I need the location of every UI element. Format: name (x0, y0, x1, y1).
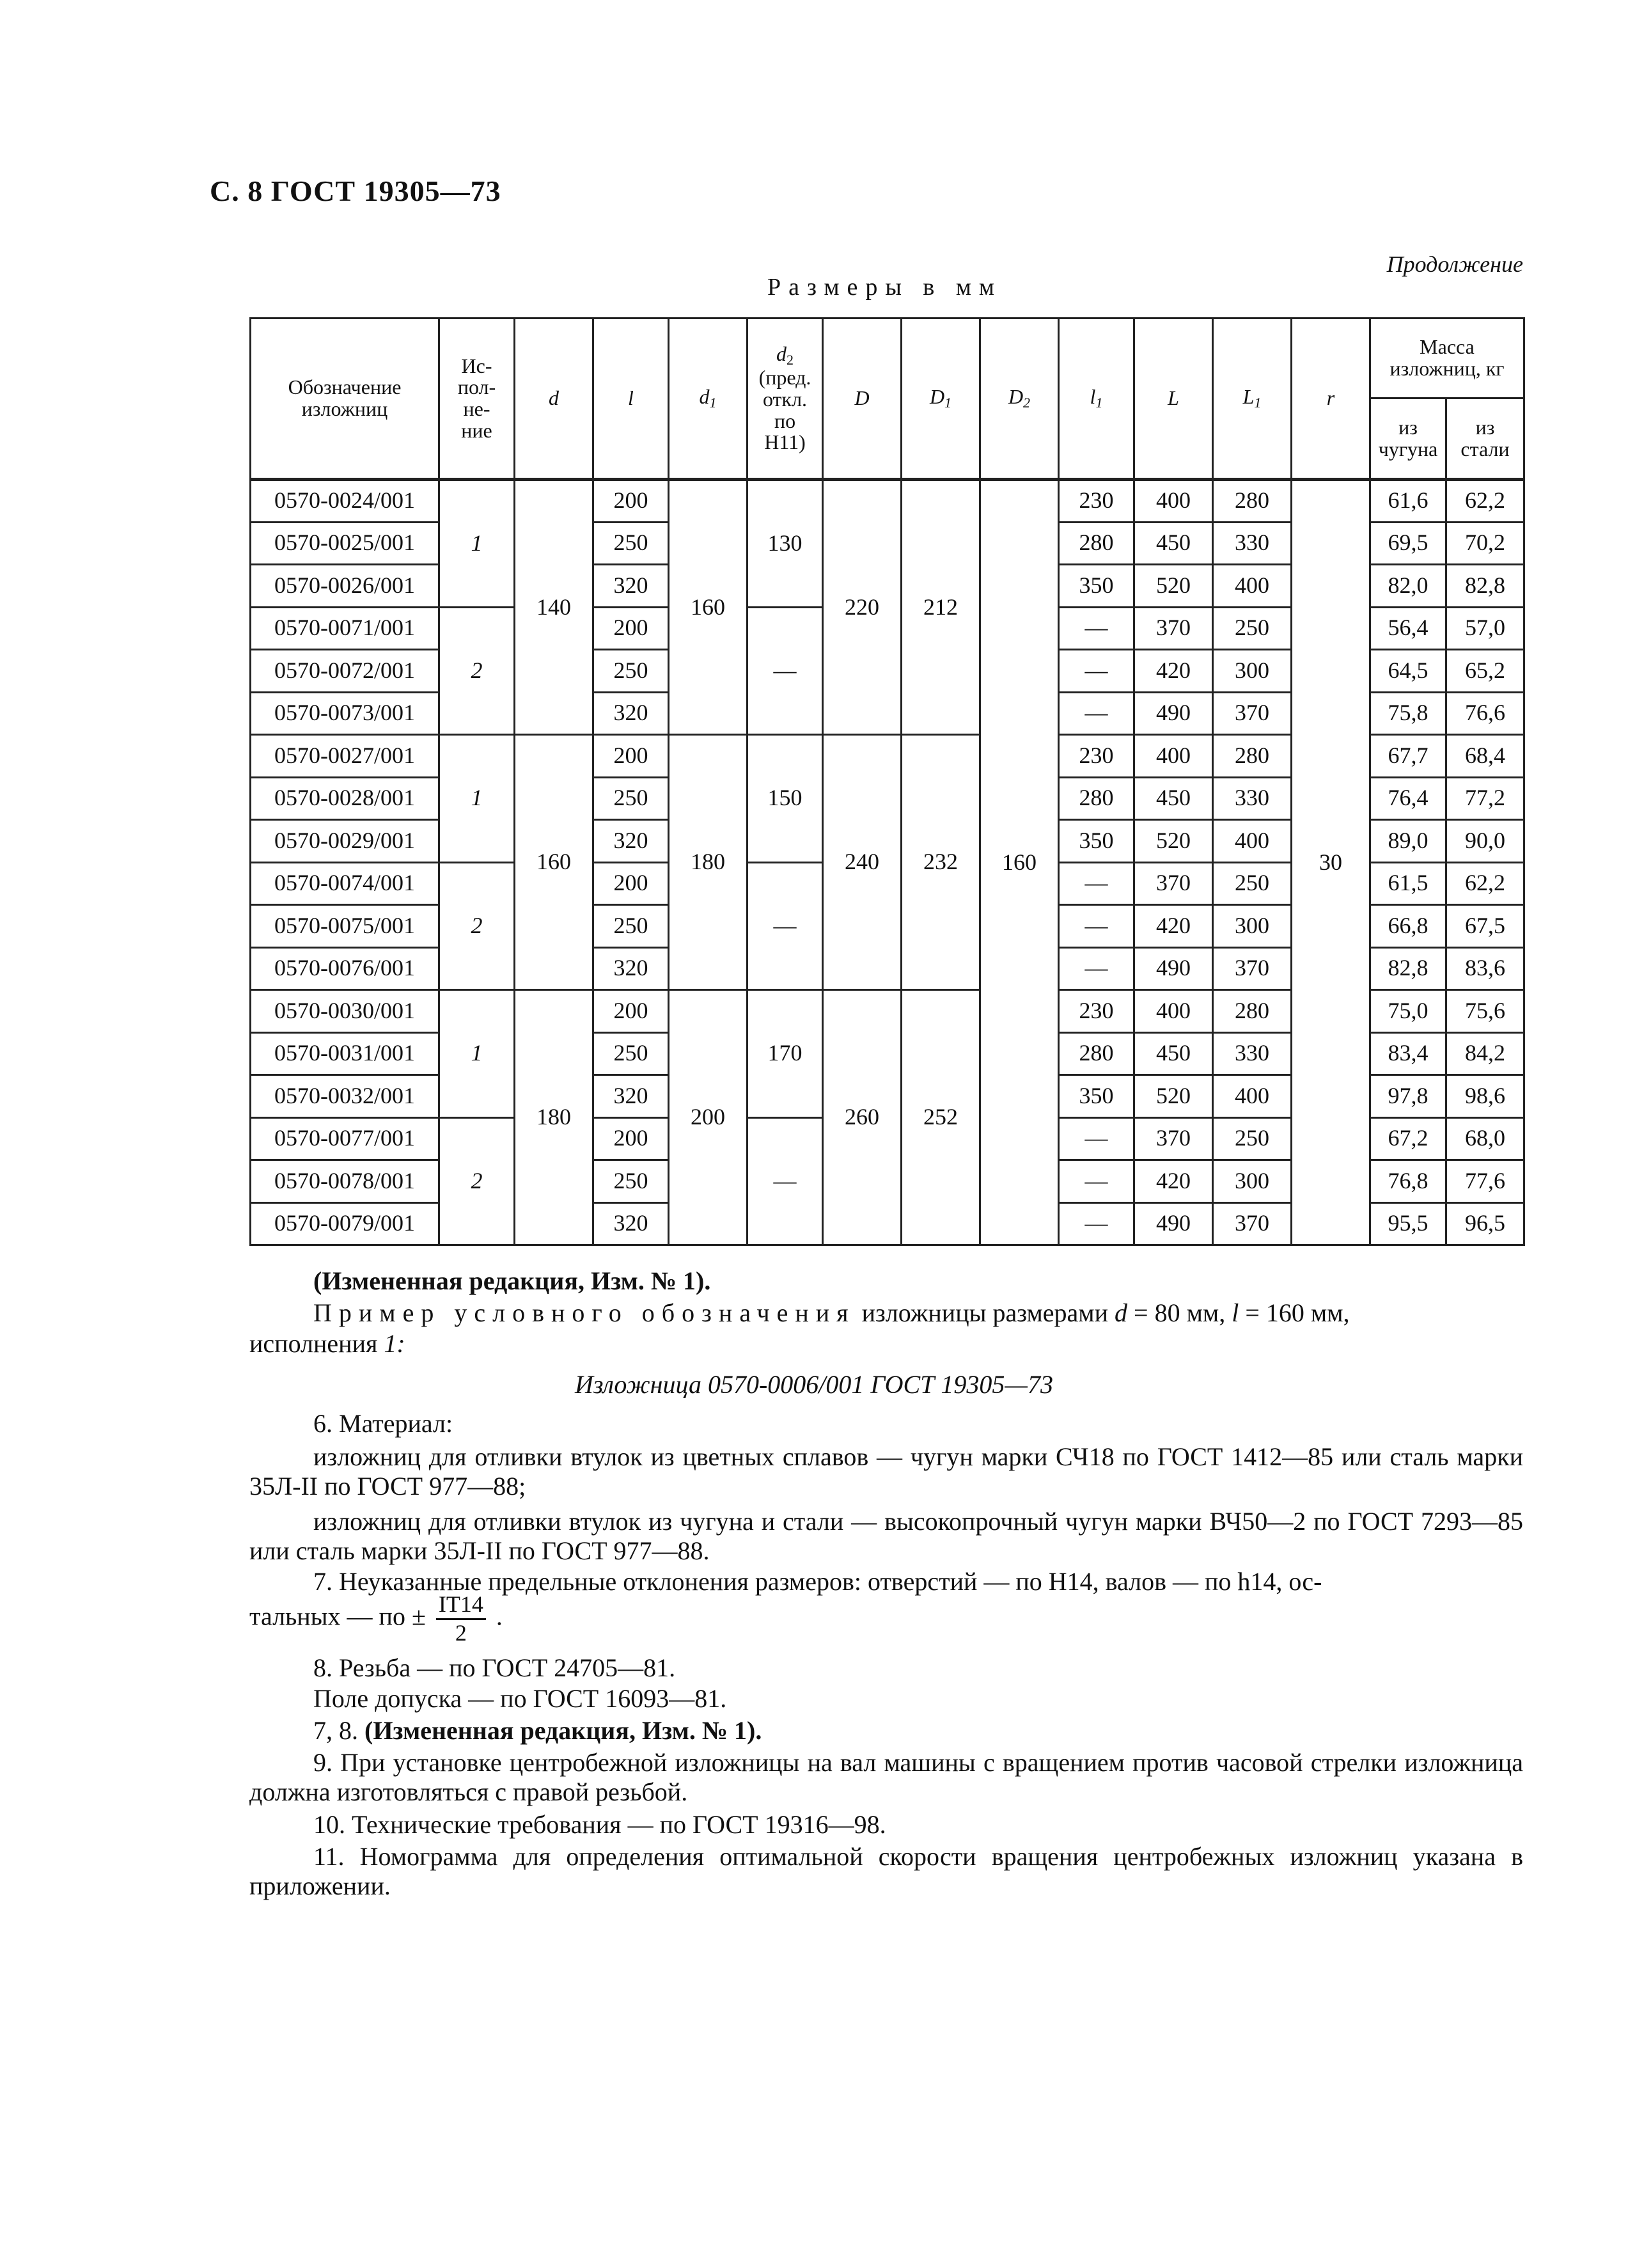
cell-mass-steel: 83,6 (1446, 947, 1524, 990)
cell-d2: 170 (747, 990, 823, 1118)
cell-l1: — (1059, 905, 1134, 948)
fraction-numerator: IT14 (436, 1591, 486, 1620)
cell-designation: 0570-0079/001 (251, 1202, 439, 1245)
example-text-c: = 160 мм, (1245, 1298, 1350, 1327)
section-6-item-b: изложниц для отливки втулок из чугуна и стали — высокопрочный чугун марки ВЧ50—2 по ГОСТ 7293—85 или сталь марки 35Л-II по ГОСТ 977—88. (249, 1507, 1523, 1566)
cell-L: 520 (1134, 565, 1213, 608)
cell-mass-steel: 76,6 (1446, 692, 1524, 735)
section-10: 10. Технические требования — по ГОСТ 19316—98. (313, 1810, 886, 1839)
cell-mass-iron: 66,8 (1370, 905, 1446, 948)
header-mass-steel: из стали (1446, 398, 1524, 480)
cell-mass-iron: 95,5 (1370, 1202, 1446, 1245)
section-7-line1: 7. Неуказанные предельные отклонения размеров: отверстий — по Н14, валов — по h14, ос- (313, 1567, 1322, 1596)
cell-d1: 200 (669, 990, 747, 1245)
cell-L1: 300 (1213, 1160, 1292, 1203)
cell-L1: 300 (1213, 905, 1292, 948)
cell-L1: 300 (1213, 650, 1292, 693)
cell-l: 320 (593, 820, 669, 863)
cell-l: 200 (593, 862, 669, 905)
cell-l1: — (1059, 1160, 1134, 1203)
section-8-tolerance: Поле допуска — по ГОСТ 16093—81. (313, 1684, 727, 1713)
cell-l1: 280 (1059, 1032, 1134, 1075)
cell-D: 220 (823, 480, 902, 735)
cell-l: 320 (593, 1075, 669, 1118)
cell-l: 200 (593, 735, 669, 778)
cell-l: 250 (593, 1160, 669, 1203)
cell-d: 180 (515, 990, 593, 1245)
example-spaced-label: Пример условного обозначения (313, 1298, 856, 1327)
cell-l1: — (1059, 650, 1134, 693)
cell-D1: 232 (902, 735, 980, 990)
cell-designation: 0570-0075/001 (251, 905, 439, 948)
cell-mass-iron: 67,2 (1370, 1117, 1446, 1160)
header-l1: $l_1$ (1059, 319, 1134, 480)
cell-D2: 160 (980, 480, 1059, 1245)
cell-l1: — (1059, 607, 1134, 650)
cell-d2: — (747, 607, 823, 735)
cell-mass-steel: 77,2 (1446, 777, 1524, 820)
cell-designation: 0570-0030/001 (251, 990, 439, 1033)
cell-mass-iron: 82,8 (1370, 947, 1446, 990)
cell-L: 370 (1134, 862, 1213, 905)
cell-L1: 280 (1213, 990, 1292, 1033)
cell-mass-steel: 82,8 (1446, 565, 1524, 608)
cell-mass-steel: 68,4 (1446, 735, 1524, 778)
cell-L: 450 (1134, 777, 1213, 820)
section-7-line2 (249, 1591, 503, 1647)
header-designation: Обозначение изложниц (251, 319, 439, 480)
cell-L1: 250 (1213, 862, 1292, 905)
section-7-end: . (496, 1602, 503, 1631)
cell-l: 250 (593, 522, 669, 565)
cell-designation: 0570-0024/001 (251, 480, 439, 523)
cell-mass-steel: 70,2 (1446, 522, 1524, 565)
cell-L: 400 (1134, 735, 1213, 778)
cell-L1: 330 (1213, 1032, 1292, 1075)
header-L1: $L_1$ (1213, 319, 1292, 480)
cell-designation: 0570-0076/001 (251, 947, 439, 990)
cell-D1: 252 (902, 990, 980, 1245)
cell-mass-iron: 76,8 (1370, 1160, 1446, 1203)
cell-l: 250 (593, 650, 669, 693)
cell-L1: 330 (1213, 522, 1292, 565)
cell-designation: 0570-0031/001 (251, 1032, 439, 1075)
fraction-denominator: 2 (455, 1619, 467, 1646)
cell-l: 200 (593, 990, 669, 1033)
cell-d1: 160 (669, 480, 747, 735)
section-6-item-a: изложниц для отливки втулок из цветных сплавов — чугун марки СЧ18 по ГОСТ 1412—85 или сталь марки 35Л-II по ГОСТ 977—88; (249, 1442, 1523, 1501)
cell-L: 420 (1134, 905, 1213, 948)
header-d1: $d_1$ (669, 319, 747, 480)
cell-mass-steel: 62,2 (1446, 480, 1524, 523)
section-9: 9. При установке центробежной изложницы на вал машины с вращением против часовой стрелки изложница должна изготовляться с правой резьбой. (249, 1748, 1523, 1807)
header-D1: $D_1$ (902, 319, 980, 480)
cell-mass-iron: 83,4 (1370, 1032, 1446, 1075)
cell-mass-steel: 67,5 (1446, 905, 1524, 948)
continuation-label: Продолжение (1386, 251, 1523, 277)
cell-r: 30 (1292, 480, 1370, 1245)
cell-designation: 0570-0078/001 (251, 1160, 439, 1203)
cell-mass-steel: 98,6 (1446, 1075, 1524, 1118)
cell-mass-iron: 67,7 (1370, 735, 1446, 778)
cell-mass-iron: 75,0 (1370, 990, 1446, 1033)
header-d: d (515, 319, 593, 480)
header-r: r (1292, 319, 1370, 480)
example-d-symbol: d (1115, 1298, 1128, 1327)
cell-L1: 280 (1213, 735, 1292, 778)
example-l-symbol: l (1232, 1298, 1239, 1327)
cell-L1: 330 (1213, 777, 1292, 820)
cell-l: 250 (593, 777, 669, 820)
cell-L1: 400 (1213, 1075, 1292, 1118)
cell-l1: 280 (1059, 522, 1134, 565)
cell-l: 200 (593, 607, 669, 650)
cell-L: 490 (1134, 1202, 1213, 1245)
cell-mass-steel: 90,0 (1446, 820, 1524, 863)
header-mass-iron: из чугуна (1370, 398, 1446, 480)
tolerance-fraction (436, 1591, 486, 1647)
cell-designation: 0570-0027/001 (251, 735, 439, 778)
section-78-note: (Измененная редакция, Изм. № 1). (364, 1716, 762, 1745)
cell-designation: 0570-0072/001 (251, 650, 439, 693)
section-8: 8. Резьба — по ГОСТ 24705—81. (313, 1653, 676, 1682)
cell-l: 320 (593, 947, 669, 990)
cell-mass-steel: 75,6 (1446, 990, 1524, 1033)
cell-L1: 400 (1213, 820, 1292, 863)
cell-L: 520 (1134, 1075, 1213, 1118)
cell-execution: 2 (439, 1117, 515, 1245)
cell-d: 140 (515, 480, 593, 735)
cell-mass-steel: 65,2 (1446, 650, 1524, 693)
example-text-b: = 80 мм, (1134, 1298, 1226, 1327)
cell-l1: 280 (1059, 777, 1134, 820)
cell-mass-steel: 84,2 (1446, 1032, 1524, 1075)
cell-execution: 1 (439, 480, 515, 608)
cell-l1: — (1059, 1202, 1134, 1245)
cell-L: 400 (1134, 480, 1213, 523)
section-11: 11. Номограмма для определения оптимальной скорости вращения центробежных изложниц указана в приложении. (249, 1842, 1523, 1901)
header-L: L (1134, 319, 1213, 480)
header-d2: $d_2$ (пред. откл. по Н11) (747, 319, 823, 480)
cell-L: 370 (1134, 607, 1213, 650)
example-text-a: изложницы размерами (861, 1298, 1109, 1327)
cell-l: 250 (593, 1032, 669, 1075)
header-execution: Ис- пол- не- ние (439, 319, 515, 480)
cell-mass-iron: 82,0 (1370, 565, 1446, 608)
cell-designation: 0570-0026/001 (251, 565, 439, 608)
cell-D1: 212 (902, 480, 980, 735)
cell-mass-steel: 68,0 (1446, 1117, 1524, 1160)
cell-l: 320 (593, 1202, 669, 1245)
cell-designation: 0570-0025/001 (251, 522, 439, 565)
cell-L1: 370 (1213, 1202, 1292, 1245)
cell-l: 200 (593, 480, 669, 523)
cell-l1: 230 (1059, 990, 1134, 1033)
section-6-title: 6. Материал: (313, 1409, 453, 1438)
cell-mass-steel: 57,0 (1446, 607, 1524, 650)
section-7-text: тальных — по ± (249, 1602, 426, 1631)
section-78-amendment (313, 1716, 762, 1745)
cell-l1: — (1059, 862, 1134, 905)
cell-l1: — (1059, 692, 1134, 735)
cell-L: 520 (1134, 820, 1213, 863)
cell-execution: 2 (439, 862, 515, 990)
cell-l1: — (1059, 1117, 1134, 1160)
cell-mass-steel: 62,2 (1446, 862, 1524, 905)
cell-l1: 350 (1059, 1075, 1134, 1118)
cell-mass-iron: 76,4 (1370, 777, 1446, 820)
cell-L1: 400 (1213, 565, 1292, 608)
cell-mass-iron: 75,8 (1370, 692, 1446, 735)
cell-l: 320 (593, 692, 669, 735)
section-78-numbers: 7, 8. (313, 1716, 358, 1745)
cell-l1: 230 (1059, 480, 1134, 523)
header-D: D (823, 319, 902, 480)
header-l: l (593, 319, 669, 480)
cell-mass-iron: 64,5 (1370, 650, 1446, 693)
example-exec-label: исполнения (249, 1329, 378, 1358)
cell-designation: 0570-0029/001 (251, 820, 439, 863)
cell-designation: 0570-0032/001 (251, 1075, 439, 1118)
cell-designation: 0570-0071/001 (251, 607, 439, 650)
cell-l: 250 (593, 905, 669, 948)
cell-mass-iron: 69,5 (1370, 522, 1446, 565)
cell-mass-iron: 56,4 (1370, 607, 1446, 650)
dimensions-table (249, 317, 1525, 1246)
cell-designation: 0570-0073/001 (251, 692, 439, 735)
cell-d: 160 (515, 735, 593, 990)
cell-d2: — (747, 862, 823, 990)
cell-L: 450 (1134, 1032, 1213, 1075)
cell-d1: 180 (669, 735, 747, 990)
cell-L: 420 (1134, 650, 1213, 693)
cell-l1: 350 (1059, 565, 1134, 608)
cell-mass-iron: 61,5 (1370, 862, 1446, 905)
cell-L1: 370 (1213, 692, 1292, 735)
cell-d2: 130 (747, 480, 823, 608)
cell-l1: 230 (1059, 735, 1134, 778)
cell-d2: — (747, 1117, 823, 1245)
cell-l1: 350 (1059, 820, 1134, 863)
cell-L: 490 (1134, 692, 1213, 735)
example-exec-value: 1: (384, 1329, 405, 1358)
cell-L: 370 (1134, 1117, 1213, 1160)
cell-mass-iron: 97,8 (1370, 1075, 1446, 1118)
dimensions-caption: Размеры в мм (767, 274, 1002, 301)
header-D2: $D_2$ (980, 319, 1059, 480)
cell-designation: 0570-0028/001 (251, 777, 439, 820)
cell-L: 420 (1134, 1160, 1213, 1203)
cell-execution: 1 (439, 735, 515, 863)
example-line2 (249, 1329, 405, 1358)
cell-L: 400 (1134, 990, 1213, 1033)
amendment-note: (Измененная редакция, Изм. № 1). (313, 1266, 711, 1295)
cell-L: 450 (1134, 522, 1213, 565)
cell-L: 490 (1134, 947, 1213, 990)
example-line1 (313, 1298, 1523, 1328)
example-designation: Изложница 0570-0006/001 ГОСТ 19305—73 (574, 1370, 1053, 1399)
cell-designation: 0570-0074/001 (251, 862, 439, 905)
cell-L1: 250 (1213, 1117, 1292, 1160)
table-row (251, 480, 1524, 523)
cell-L1: 250 (1213, 607, 1292, 650)
cell-L1: 370 (1213, 947, 1292, 990)
cell-L1: 280 (1213, 480, 1292, 523)
cell-execution: 2 (439, 607, 515, 735)
cell-l: 200 (593, 1117, 669, 1160)
cell-mass-iron: 61,6 (1370, 480, 1446, 523)
cell-D: 240 (823, 735, 902, 990)
header-mass: Масса изложниц, кг (1370, 319, 1524, 398)
cell-mass-iron: 89,0 (1370, 820, 1446, 863)
cell-mass-steel: 77,6 (1446, 1160, 1524, 1203)
cell-mass-steel: 96,5 (1446, 1202, 1524, 1245)
cell-D: 260 (823, 990, 902, 1245)
cell-d2: 150 (747, 735, 823, 863)
cell-l1: — (1059, 947, 1134, 990)
cell-execution: 1 (439, 990, 515, 1118)
page-header: С. 8 ГОСТ 19305—73 (210, 175, 501, 207)
cell-l: 320 (593, 565, 669, 608)
cell-designation: 0570-0077/001 (251, 1117, 439, 1160)
